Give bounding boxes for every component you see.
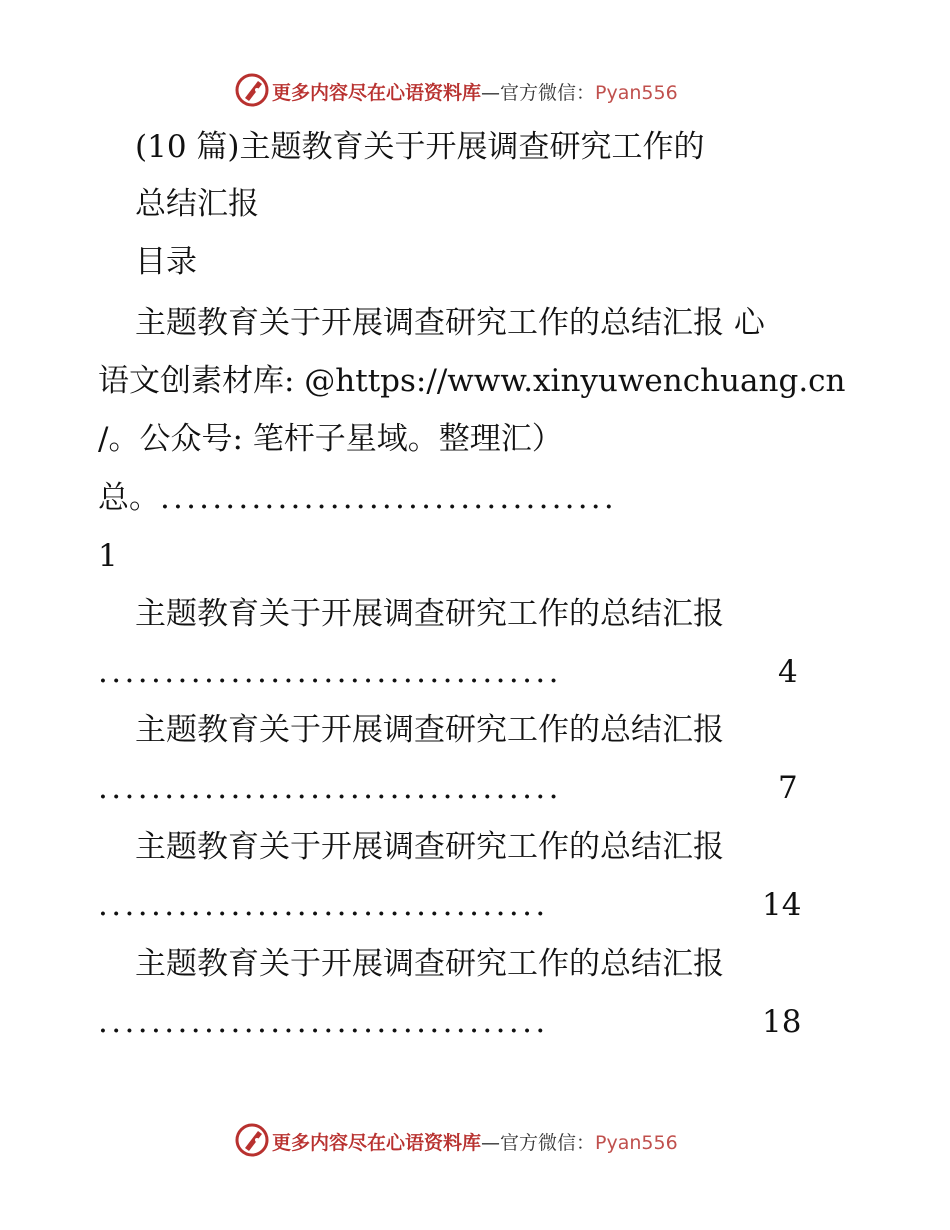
toc-entry-1-tail: 总。 xyxy=(98,480,160,516)
toc-entry-4-dots: .................................. xyxy=(98,887,549,923)
toc-entry-1-line-3: /。公众号: 笔杆子星域。整理汇） xyxy=(98,421,563,457)
pen-logo-icon xyxy=(234,72,270,108)
header-watermark-banner xyxy=(0,70,950,110)
toc-entry-4-title: 主题教育关于开展调查研究工作的总结汇报 xyxy=(135,829,724,865)
toc-entry-1-dots: ................................... xyxy=(160,480,617,516)
toc-entry-2-dots: ................................... xyxy=(98,654,562,690)
toc-entry-1-line-1: 主题教育关于开展调查研究工作的总结汇报 心 xyxy=(135,305,765,341)
toc-entry-5-dots: .................................. xyxy=(98,1004,549,1040)
banner-text: 更多内容尽在心语资料库—官方微信：Pyan556 xyxy=(272,82,678,104)
toc-entry-5-page: 18 xyxy=(762,1004,802,1040)
toc-entry-3-page: 7 xyxy=(778,770,798,806)
toc-entry-5-title: 主题教育关于开展调查研究工作的总结汇报 xyxy=(135,946,724,982)
toc-entry-2-title: 主题教育关于开展调查研究工作的总结汇报 xyxy=(135,596,724,632)
toc-entry-3-title: 主题教育关于开展调查研究工作的总结汇报 xyxy=(135,712,724,748)
document-title-line-1: (10 篇)主题教育关于开展调查研究工作的 xyxy=(135,129,705,165)
toc-entry-2-page: 4 xyxy=(778,654,798,690)
toc-heading: 目录 xyxy=(135,244,197,280)
toc-entry-1-line-4 xyxy=(98,478,617,518)
toc-entry-1-page: 1 xyxy=(98,538,118,574)
toc-entry-1-line-2: 语文创素材库: @https://www.xinyuwenchuang.cn xyxy=(98,363,846,399)
document-title-line-2: 总结汇报 xyxy=(135,186,259,222)
footer-watermark-banner xyxy=(0,1120,950,1160)
pen-logo-icon xyxy=(234,1122,270,1158)
toc-entry-4-page: 14 xyxy=(762,887,802,923)
toc-entry-3-dots: ................................... xyxy=(98,770,562,806)
banner-text: 更多内容尽在心语资料库—官方微信：Pyan556 xyxy=(272,1132,678,1154)
